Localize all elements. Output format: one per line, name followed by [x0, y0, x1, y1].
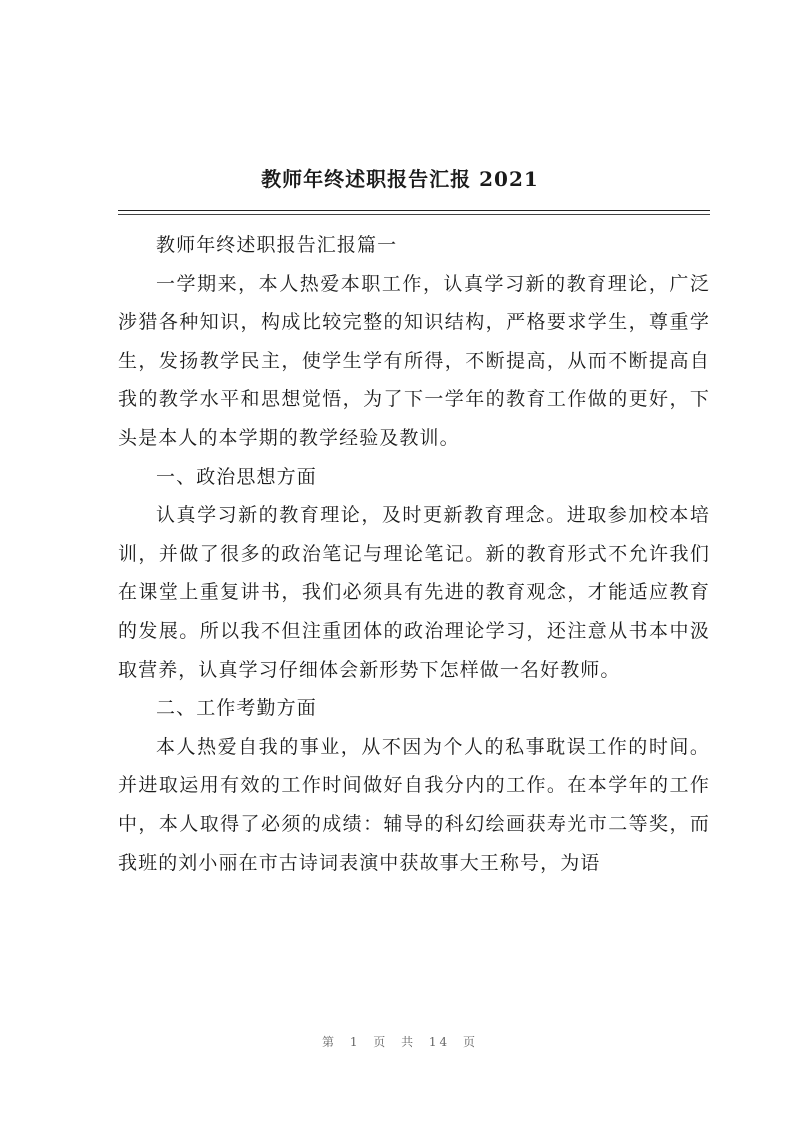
title-divider-thin	[118, 214, 710, 215]
document-body	[118, 226, 710, 882]
section-heading: 一、政治思想方面	[156, 465, 317, 488]
body-paragraph: 一学期来，本人热爱本职工作，认真学习新的教育理论，广泛涉猎各种知识，构成比较完整的知识结构，严格要求学生，尊重学生，发扬教学民主，使学生学有所得，不断提高，从而不断提高自我的教学水平和思想觉悟，为了下一学年的教育工作做的更好，下头是本人的本学期的教学经验及教训。	[118, 272, 710, 449]
title-divider-thick	[118, 210, 710, 211]
body-paragraph: 认真学习新的教育理论，及时更新教育理念。进取参加校本培训，并做了很多的政治笔记与理论笔记。新的教育形式不允许我们在课堂上重复讲书，我们必须具有先进的教育观念，才能适应教育的发展。所以我不但注重团体的政治理论学习，还注意从书本中汲取营养，认真学习仔细体会新形势下怎样做一名好教师。	[118, 504, 710, 681]
page-number-footer: 第 1 页 共 14 页	[322, 1035, 478, 1049]
body-paragraph: 本人热爱自我的事业，从不因为个人的私事耽误工作的时间。并进取运用有效的工作时间做好自我分内的工作。在本学年的工作中，本人取得了必须的成绩：辅导的科幻绘画获寿光市二等奖，而我班的刘小丽在市古诗词表演中获故事大王称号，为语	[118, 735, 710, 874]
section-heading: 二、工作考勤方面	[156, 697, 317, 720]
section-heading: 教师年终述职报告汇报篇一	[156, 234, 398, 256]
document-title: 教师年终述职报告汇报 2021	[261, 167, 539, 191]
